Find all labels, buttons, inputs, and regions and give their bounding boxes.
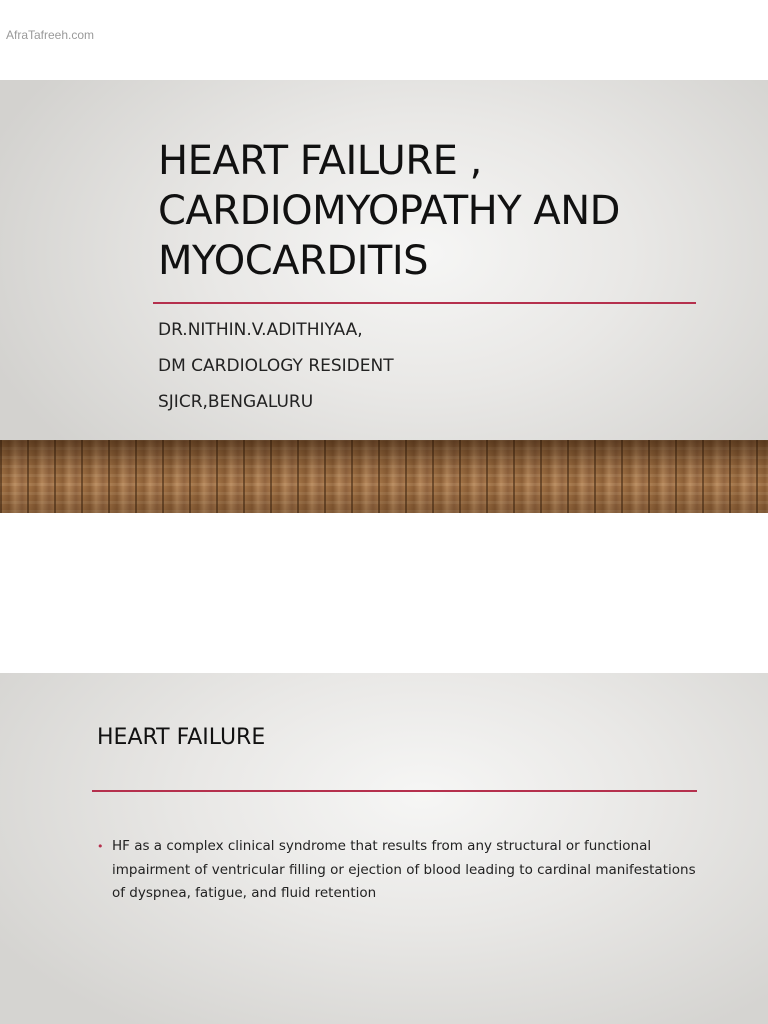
bullet-text: HF as a complex clinical syndrome that results from any structural or functional impairment of ventricular filling or ejection of blood leading to cardinal manifestations of dyspnea, fatigue, and fluid retention [112,838,696,901]
title-line-3: MYOCARDITIS [158,238,429,284]
title-slide-heading [158,136,718,286]
bullet-list [97,835,697,906]
bullet-icon: • [97,840,104,853]
author-institution: SJICR,BENGALURU [158,392,314,412]
bullet-item [97,835,697,906]
watermark-text: AfraTafreeh.com [6,28,95,42]
content-slide [0,673,768,1024]
title-slide [0,80,768,513]
author-role: DM CARDIOLOGY RESIDENT [158,356,394,376]
title-line-2: CARDIOMYOPATHY AND [158,188,620,234]
author-name: DR.NITHIN.V.ADITHIYAA, [158,320,363,340]
wood-floor-shading [0,440,768,513]
author-block [158,312,394,420]
title-divider [153,302,696,304]
heading-divider [92,790,697,792]
content-slide-heading: HEART FAILURE [97,725,266,750]
title-line-1: HEART FAILURE , [158,138,482,184]
